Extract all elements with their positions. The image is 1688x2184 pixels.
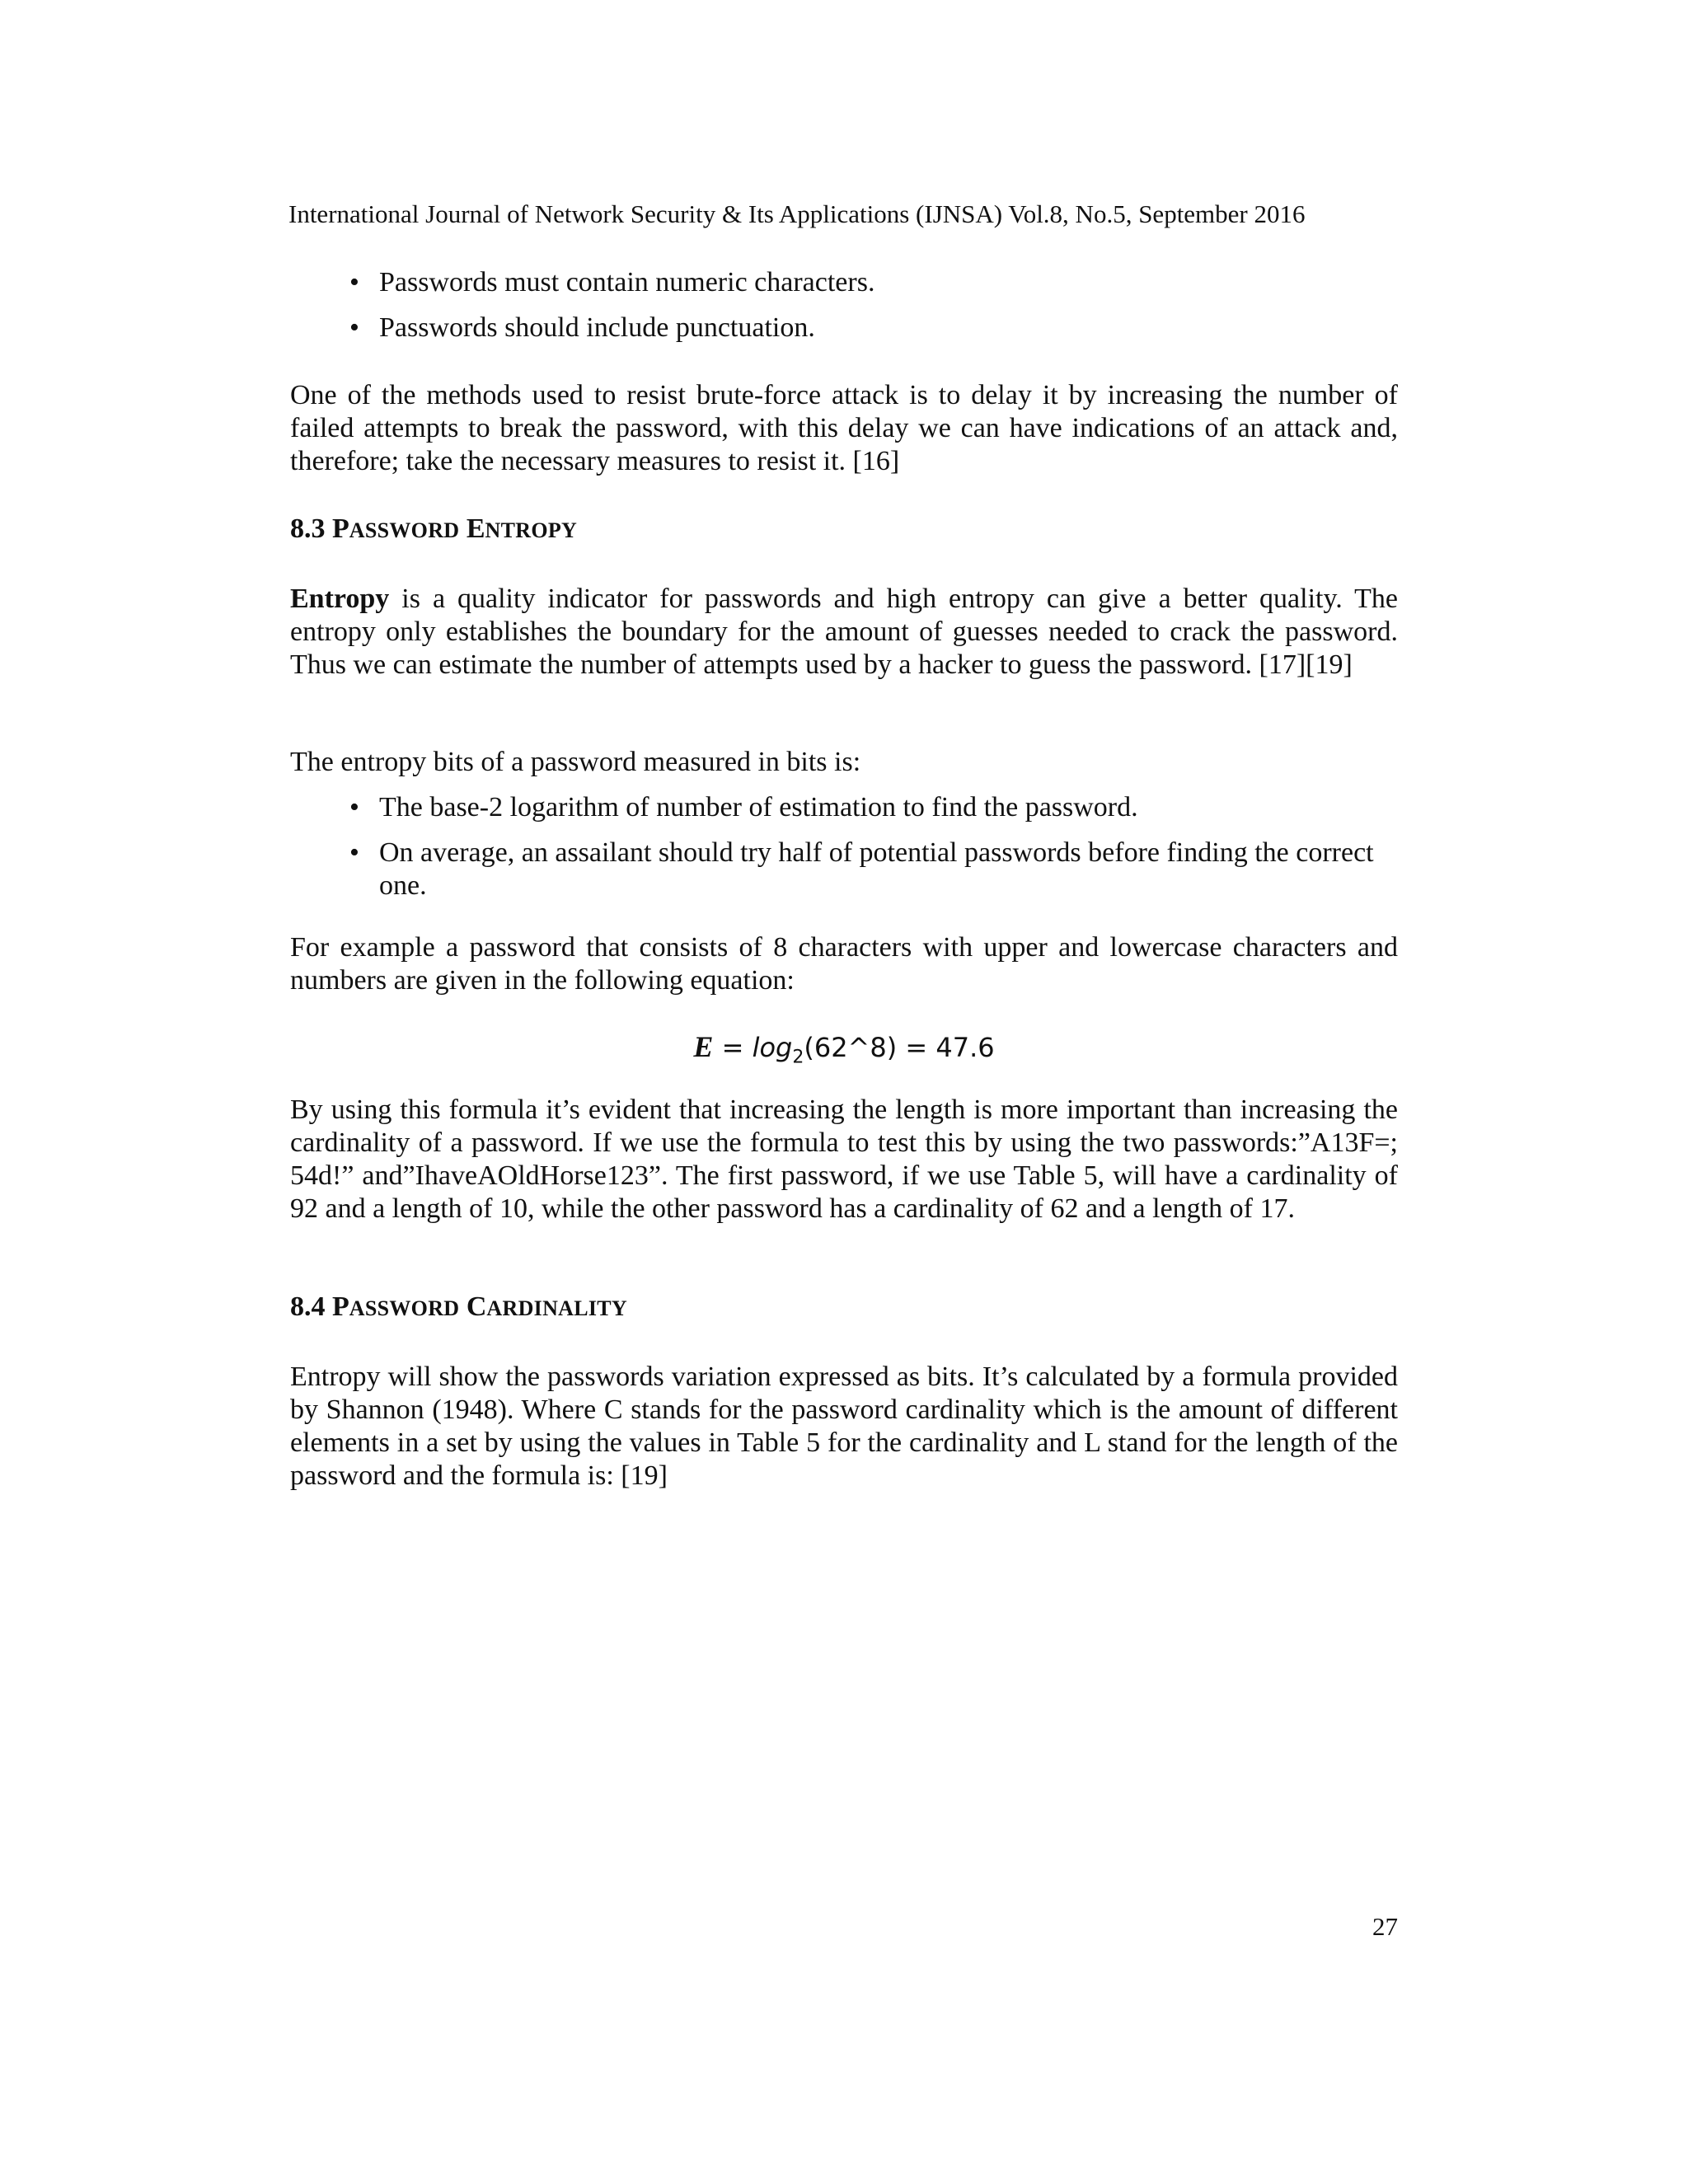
section-heading-8-4 [290,1291,627,1325]
equation-result: = 47.6 [897,1032,995,1063]
list-item [290,266,1398,299]
heading-initial: C [466,1291,487,1322]
equation-variable: E [693,1030,714,1063]
running-header: International Journal of Network Security & Its Applications (IJNSA) Vol.8, No.5, September 2016 [288,199,1306,228]
top-bullet-list [290,266,1398,357]
list-item [290,837,1398,902]
bullet-icon: • [349,792,359,823]
equation-argument: (62^8) [804,1032,898,1063]
entropy-paragraph [290,583,1398,682]
entropy-equation [0,1029,1688,1076]
entropy-bullet-list [290,791,1398,915]
bullet-text: Passwords should include punctuation. [379,312,815,343]
list-item [290,312,1398,344]
intro-paragraph: One of the methods used to resist brute-force attack is to delay it by increasing the number of failed attempts to break the password, with this delay we can have indications of an attack and, therefore; take the necessary measures to resist it. [16] [290,380,1398,476]
heading-initial: P [332,1291,349,1322]
entropy-term: Entropy [290,583,390,614]
bullet-text: The base-2 logarithm of number of estimation to find the password. [379,792,1138,823]
bullet-text: Passwords must contain numeric characters. [379,267,875,298]
bullet-icon: • [349,267,359,298]
formula-discussion-paragraph: By using this formula it’s evident that increasing the length is more important than increasing the cardinality of a password. If we use the formula to test this by using the two passwords:”A13F=; 54d!” and”IhaveAOldHorse123”. The first password, if we use Table 5, will have a cardinality of 92 and a length of 10, while the other password has a cardinality of 62 and a length of 17. [290,1094,1398,1224]
heading-initial: P [332,513,349,544]
section-heading-8-3 [290,513,577,547]
bullet-icon: • [349,312,359,343]
example-paragraph: For example a password that consists of 8 characters with upper and lowercase characters and numbers are given in the following equation: [290,932,1398,996]
heading-initial: E [466,513,485,544]
entropy-paragraph-text: is a quality indicator for passwords and high entropy can give a better quality. The entropy only establishes the boundary for the amount of guesses needed to crack the password. Thus we can estimate the number of attempts used by a hacker to guess the password. [17][19] [290,583,1398,680]
heading-smallcaps: ASSWORD [349,1296,460,1320]
cardinality-paragraph: Entropy will show the passwords variation expressed as bits. It’s calculated by a formula provided by Shannon (1948). Where C stands for the password cardinality which is the amount of different elements in a set by using the values in Table 5 for the cardinality and L stand for the length of the password and the formula is: [19] [290,1361,1398,1491]
heading-smallcaps: NTROPY [485,518,578,542]
section-number: 8.3 [290,513,332,544]
list-item [290,791,1398,824]
entropy-bits-paragraph: The entropy bits of a password measured in bits is: [290,747,861,777]
equation-function: log [752,1032,793,1063]
bullet-text: On average, an assailant should try half of potential passwords before finding the correct one. [379,837,1374,901]
equation-base: 2 [792,1047,804,1068]
heading-smallcaps: ARDINALITY [486,1296,627,1320]
equation-equals: = [713,1032,753,1063]
page-number: 27 [1372,1912,1398,1941]
section-number: 8.4 [290,1291,332,1322]
heading-smallcaps: ASSWORD [349,518,460,542]
bullet-icon: • [349,837,359,868]
